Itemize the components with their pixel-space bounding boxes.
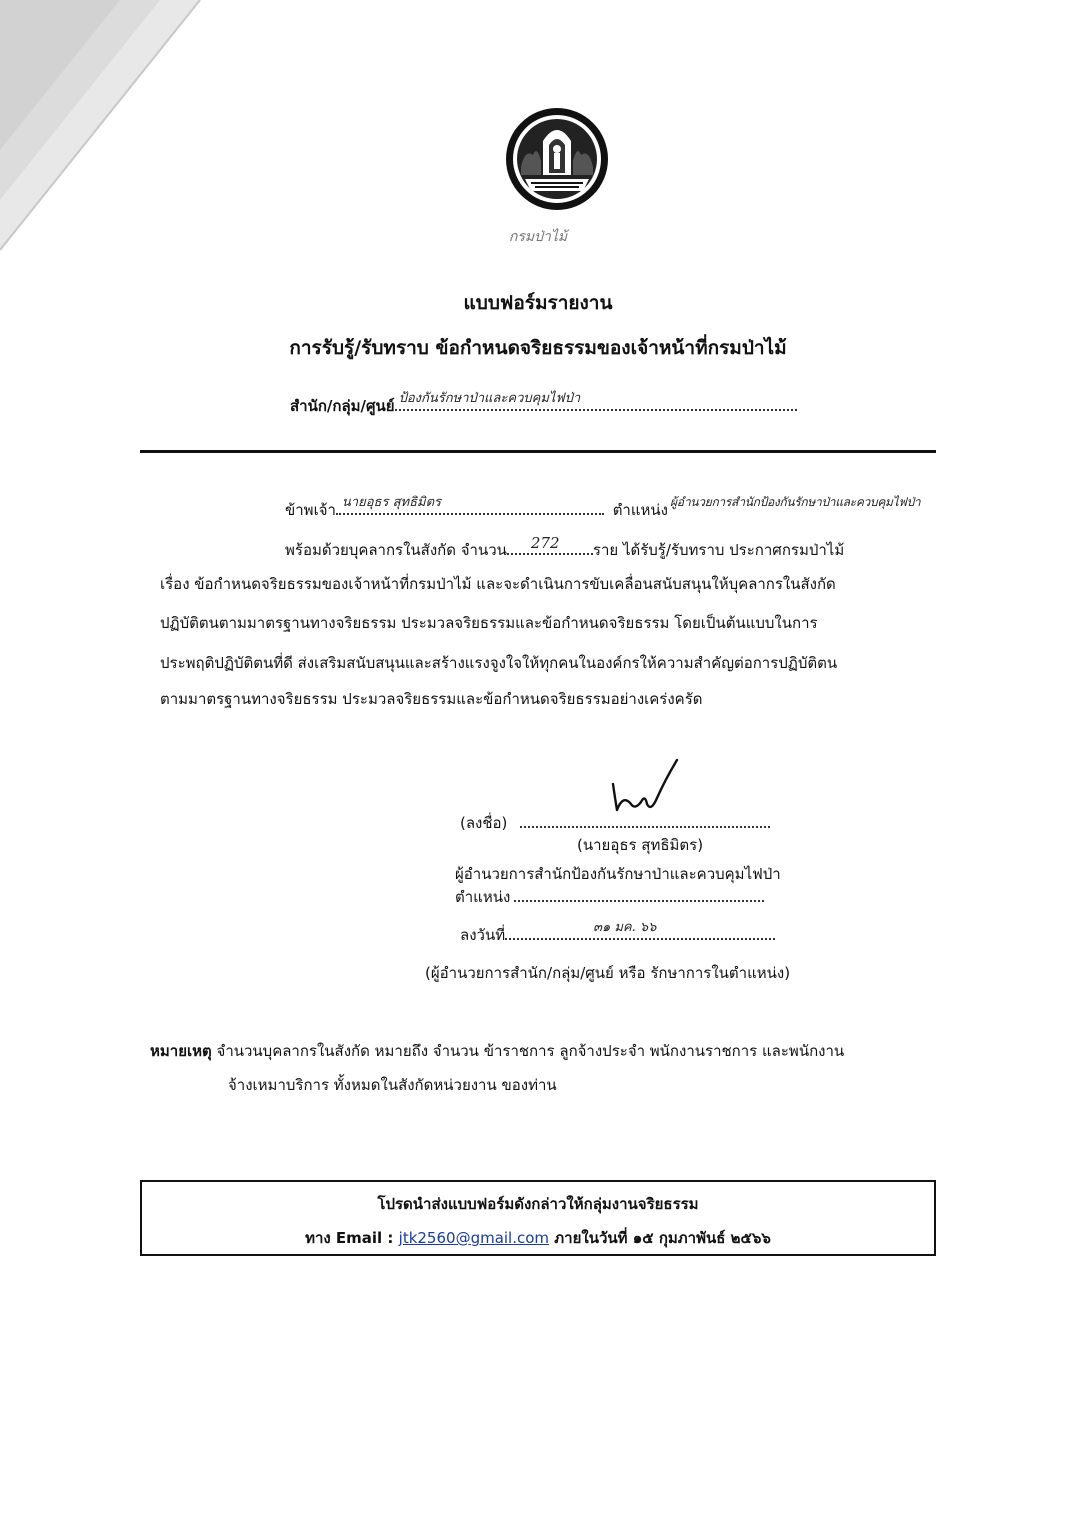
staff-count-value: 272 — [530, 534, 560, 552]
note-text-2: จ้างเหมาบริการ ทั้งหมดในสังกัดหน่วยงาน ของท่าน — [228, 1076, 557, 1094]
staff-suffix: ราย ได้รับรู้/รับทราบ ประกาศกรมป่าไม้ — [592, 541, 845, 559]
staff-prefix: พร้อมด้วยบุคลากรในสังกัด จำนวน — [285, 541, 507, 559]
submission-instruction: โปรดนำส่งแบบฟอร์มดังกล่าวให้กลุ่มงานจริยธรรม — [377, 1195, 699, 1213]
date-label: ลงวันที่ — [460, 926, 506, 944]
office-line — [290, 393, 797, 418]
form-title: แบบฟอร์มรายงาน — [463, 292, 613, 314]
email-link[interactable]: jtk2560@gmail.com — [398, 1229, 550, 1247]
date-field[interactable] — [505, 922, 775, 940]
position-field[interactable] — [668, 497, 926, 515]
body-paragraph-line: ประพฤติปฏิบัติตนที่ดี ส่งเสริมสนับสนุนและสร้างแรงจูงใจให้ทุกคนในองค์กรให้ความสำคัญต่อการปฏิบัติตน — [160, 654, 838, 672]
name-value: นายอุธร สุทธิมิตร — [341, 495, 441, 510]
signer-position-field[interactable] — [514, 884, 764, 902]
name-label: ข้าพเจ้า — [285, 501, 336, 519]
header-divider — [140, 450, 936, 453]
royal-forest-department-logo — [503, 105, 611, 213]
signer-note: (ผู้อำนวยการสำนัก/กลุ่ม/ศูนย์ หรือ รักษาการในตำแหน่ง) — [425, 964, 791, 982]
printed-position: ผู้อำนวยการสำนักป้องกันรักษาป่าและควบคุมไฟป่า — [455, 865, 781, 883]
staff-count-field[interactable] — [507, 534, 593, 555]
signer-position-label: ตำแหน่ง — [455, 888, 511, 906]
form-subtitle: การรับรู้/รับทราบ ข้อกำหนดจริยธรรมของเจ้าหน้าที่กรมป่าไม้ — [289, 337, 787, 359]
name-field[interactable] — [336, 497, 604, 515]
note-label: หมายเหตุ — [150, 1042, 212, 1060]
name-position-line — [285, 497, 926, 522]
date-value: ๓๑ มค. ๖๖ — [593, 920, 657, 935]
deadline-text: ภายในวันที่ ๑๕ กุมภาพันธ์ ๒๕๖๖ — [554, 1229, 771, 1247]
date-line — [460, 922, 775, 947]
sign-line — [460, 810, 770, 835]
note-text-1: จำนวนบุคลากรในสังกัด หมายถึง จำนวน ข้าราชการ ลูกจ้างประจำ พนักงานราชการ และพนักงาน — [216, 1042, 845, 1060]
body-paragraph-line: ตามมาตรฐานทางจริยธรรม ประมวลจริยธรรมและข้อกำหนดจริยธรรมอย่างเคร่งครัด — [160, 690, 703, 708]
signature-field[interactable] — [520, 810, 770, 828]
body-paragraph-line: เรื่อง ข้อกำหนดจริยธรรมของเจ้าหน้าที่กรมป่าไม้ และจะดำเนินการขับเคลื่อนสนับสนุนให้บุคลากรในสังกัด — [160, 575, 836, 593]
position-label: ตำแหน่ง — [612, 501, 668, 519]
position-line — [455, 884, 764, 909]
note-line-1 — [150, 1039, 844, 1063]
office-label: สำนัก/กลุ่ม/ศูนย์ — [290, 397, 395, 415]
body-paragraph-line: ปฏิบัติตนตามมาตรฐานทางจริยธรรม ประมวลจริยธรรมและข้อกำหนดจริยธรรม โดยเป็นต้นแบบในการ — [160, 614, 818, 632]
office-value: ป้องกันรักษาป่าและควบคุมไฟป่า — [398, 391, 581, 406]
position-value: ผู้อำนวยการสำนักป้องกันรักษาป่าและควบคุมไฟป่า — [670, 495, 921, 509]
logo-caption: กรมป่าไม้ — [508, 229, 568, 245]
email-prefix: ทาง Email : — [305, 1229, 394, 1247]
handwritten-signature — [605, 758, 685, 818]
printed-name: (นายอุธร สุทธิมิตร) — [577, 836, 704, 854]
submission-contact — [142, 1226, 934, 1250]
submission-box — [140, 1180, 936, 1256]
sign-label: (ลงชื่อ) — [460, 814, 508, 832]
office-field[interactable] — [395, 393, 797, 411]
staff-count-line — [285, 534, 845, 562]
